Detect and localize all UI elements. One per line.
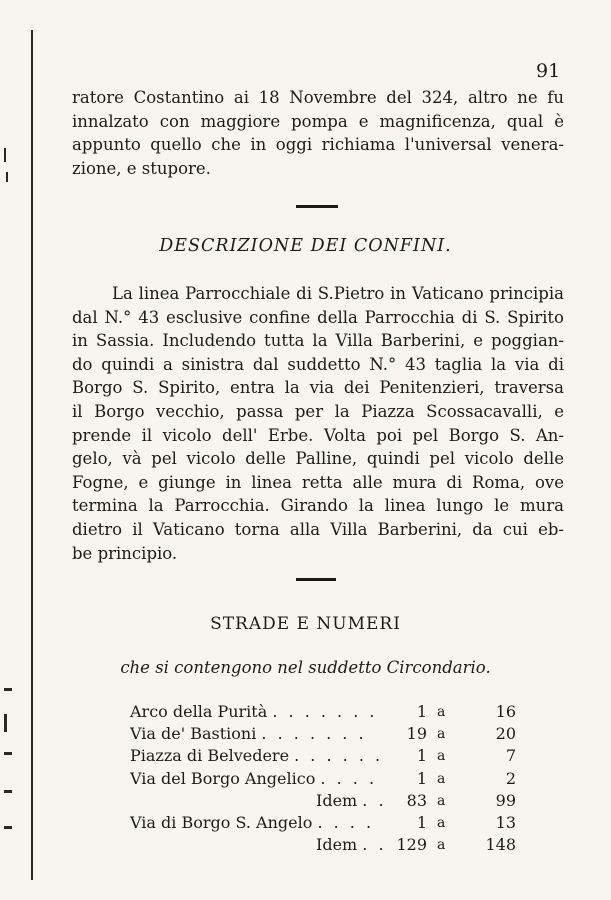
street-name: Arco della Purità . . . . . . . <box>130 702 378 721</box>
table-row <box>130 834 530 856</box>
text-line: il Borgo vecchio, passa per la Piazza Scossacavalli, e <box>72 401 564 421</box>
boundaries-paragraph <box>72 282 564 565</box>
range-separator: a <box>437 792 446 809</box>
text-line: be principio. <box>72 543 178 563</box>
number-from: 83 <box>406 790 427 810</box>
number-from: 19 <box>406 724 427 744</box>
number-to: 7 <box>505 746 516 766</box>
street-name: Piazza di Belvedere . . . . . . <box>130 746 384 766</box>
number-to: 16 <box>495 702 516 721</box>
boundaries-heading: DESCRIZIONE DEI CONFINI. <box>159 236 452 256</box>
gutter-mark <box>4 790 12 793</box>
street-name: Idem . . <box>316 790 387 810</box>
number-to: 13 <box>495 812 516 832</box>
number-from: 1 <box>416 768 427 788</box>
number-from: 1 <box>416 702 427 721</box>
table-row <box>130 701 530 723</box>
section-divider <box>296 578 336 581</box>
text-line: termina la Parrocchia. Girando la linea lungo le mura <box>72 496 564 516</box>
text-line: dietro il Vaticano torna alla Villa Barberini, da cui eb- <box>72 519 564 539</box>
street-name: Idem . . <box>316 835 387 855</box>
number-to: 148 <box>485 835 516 855</box>
number-to: 2 <box>505 768 516 788</box>
text-line: innalzato con maggiore pompa e magnificenza, qual è <box>72 111 564 131</box>
text-line: zione, e stupore. <box>72 158 211 178</box>
range-separator: a <box>437 748 446 765</box>
gutter-mark <box>4 688 12 691</box>
table-row <box>130 812 530 834</box>
text-line: dal N.° 43 esclusive confine della Parrocchia di S. Spirito <box>72 307 564 327</box>
gutter-mark <box>4 752 12 755</box>
text-line: do quindi a sinistra dal suddetto N.° 43 taglia la via di <box>72 354 564 374</box>
number-from: 129 <box>396 835 427 855</box>
street-name: Via de' Bastioni . . . . . . . <box>130 724 367 744</box>
text-line: Borgo S. Spirito, entra la via dei Penitenzieri, traversa <box>72 378 564 398</box>
text-line: appunto quello che in oggi richiama l'universal venera- <box>72 135 564 155</box>
text-line: ratore Costantino ai 18 Novembre del 324, altro ne fu <box>72 88 564 107</box>
text-line: La linea Parrocchiale di S.Pietro in Vaticano principia <box>112 284 564 303</box>
text-line: Fogne, e giunge in linea retta alle mura di Roma, ove <box>72 472 564 492</box>
page-gutter-line <box>31 30 33 880</box>
text-line: in Sassia. Includendo tutta la Villa Barberini, e poggian- <box>72 331 564 351</box>
number-to: 99 <box>495 790 516 810</box>
page-number: 91 <box>536 60 561 82</box>
section-divider <box>296 205 338 208</box>
number-from: 1 <box>416 746 427 766</box>
streets-table <box>130 701 530 856</box>
table-row <box>130 745 530 767</box>
number-to: 20 <box>495 724 516 744</box>
range-separator: a <box>437 726 446 743</box>
intro-paragraph <box>72 86 564 180</box>
range-separator: a <box>437 770 446 787</box>
street-name: Via di Borgo S. Angelo . . . . <box>130 812 375 832</box>
gutter-mark <box>6 172 8 182</box>
gutter-mark <box>4 826 12 829</box>
gutter-mark <box>4 714 7 732</box>
street-name: Via del Borgo Angelico . . . . <box>130 768 378 788</box>
table-row <box>130 723 530 745</box>
streets-subheading: che si contengono nel suddetto Circondario. <box>120 658 491 677</box>
number-from: 1 <box>416 812 427 832</box>
range-separator: a <box>437 814 446 831</box>
text-line: prende il vicolo dell' Erbe. Volta poi pel Borgo S. An- <box>72 425 564 445</box>
range-separator: a <box>437 704 446 720</box>
streets-heading: STRADE E NUMERI <box>210 614 401 634</box>
text-line: gelo, và pel vicolo delle Palline, quindi pel vicolo delle <box>72 449 564 469</box>
table-row <box>130 768 530 790</box>
gutter-mark <box>4 148 6 162</box>
table-row <box>130 790 530 812</box>
range-separator: a <box>437 837 446 854</box>
